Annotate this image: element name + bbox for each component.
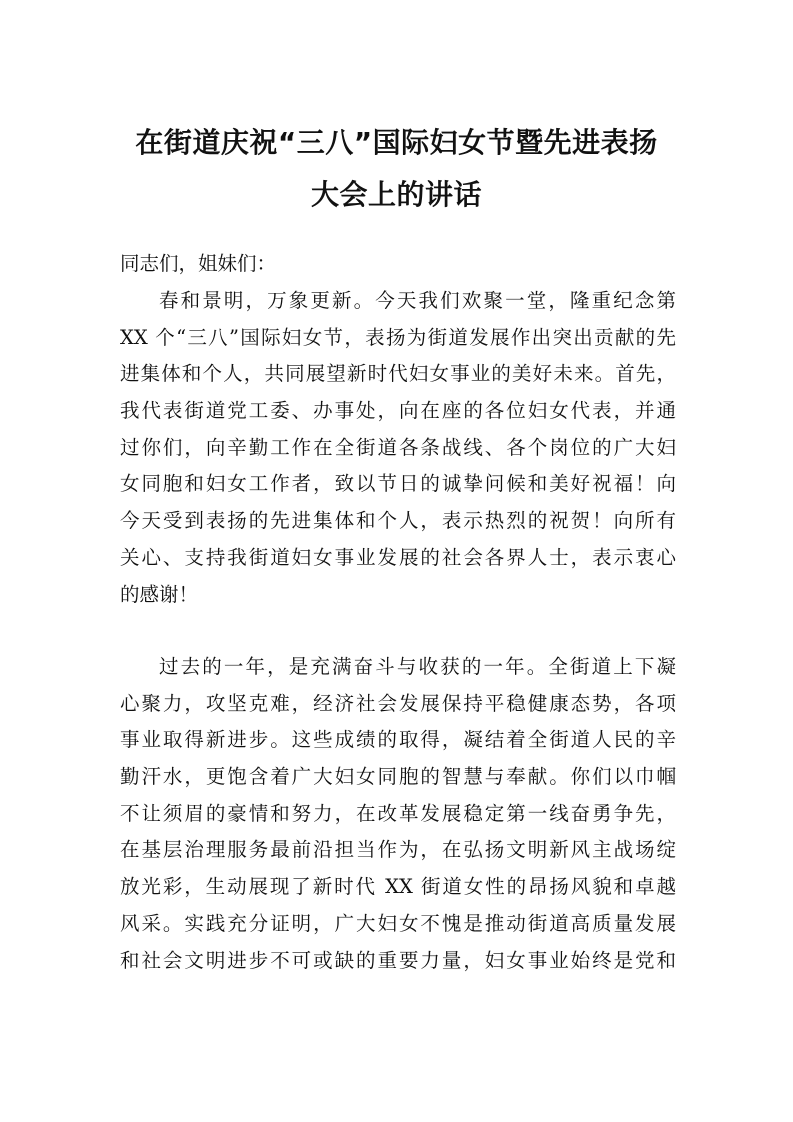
paragraph-line: 不让须眉的豪情和努力，在改革发展稳定第一线奋勇争先， <box>120 801 676 825</box>
paragraph-line: 今天受到表扬的先进集体和个人，表示热烈的祝贺！向所有 <box>120 509 676 533</box>
paragraph-2 <box>120 649 676 979</box>
paragraph-line: 放光彩，生动展现了新时代 XX 街道女性的昂扬风貌和卓越 <box>120 875 676 899</box>
paragraph-line: 勤汗水，更饱含着广大妇女同胞的智慧与奉献。你们以巾帼 <box>120 765 676 789</box>
paragraph-line: 过去的一年，是充满奋斗与收获的一年。全街道上下凝 <box>159 655 676 678</box>
paragraph-line: 关心、支持我街道妇女事业发展的社会各界人士，表示衷心 <box>120 545 676 569</box>
paragraph-line: 春和景明，万象更新。今天我们欢聚一堂，隆重纪念第 <box>159 289 676 312</box>
salutation: 同志们，姐妹们： <box>120 252 277 275</box>
paragraph-1 <box>120 283 676 613</box>
paragraph-line: 在基层治理服务最前沿担当作为，在弘扬文明新风主战场绽 <box>120 838 676 862</box>
paragraph-line: 过你们，向辛勤工作在全街道各条战线、各个岗位的广大妇 <box>120 435 676 459</box>
paragraph-line: 风采。实践充分证明，广大妇女不愧是推动街道高质量发展 <box>120 911 676 935</box>
paragraph-line: 的感谢！ <box>120 582 199 606</box>
paragraph-line: 和社会文明进步不可或缺的重要力量，妇女事业始终是党和 <box>120 948 676 972</box>
document-title-line-1: 在街道庆祝“三八”国际妇女节暨先进表扬 <box>135 126 658 159</box>
paragraph-line: 心聚力，攻坚克难，经济社会发展保持平稳健康态势，各项 <box>120 691 676 715</box>
document-title-line-2: 大会上的讲话 <box>310 178 482 211</box>
paragraph-line: 事业取得新进步。这些成绩的取得，凝结着全街道人民的辛 <box>120 728 676 752</box>
paragraph-line: 我代表街道党工委、办事处，向在座的各位妇女代表，并通 <box>120 399 676 423</box>
paragraph-line: 进集体和个人，共同展望新时代妇女事业的美好未来。首先， <box>120 362 676 386</box>
paragraph-line: 女同胞和妇女工作者，致以节日的诚挚问候和美好祝福！向 <box>120 472 676 496</box>
paragraph-line: XX 个“三八”国际妇女节，表扬为街道发展作出突出贡献的先 <box>120 325 676 349</box>
